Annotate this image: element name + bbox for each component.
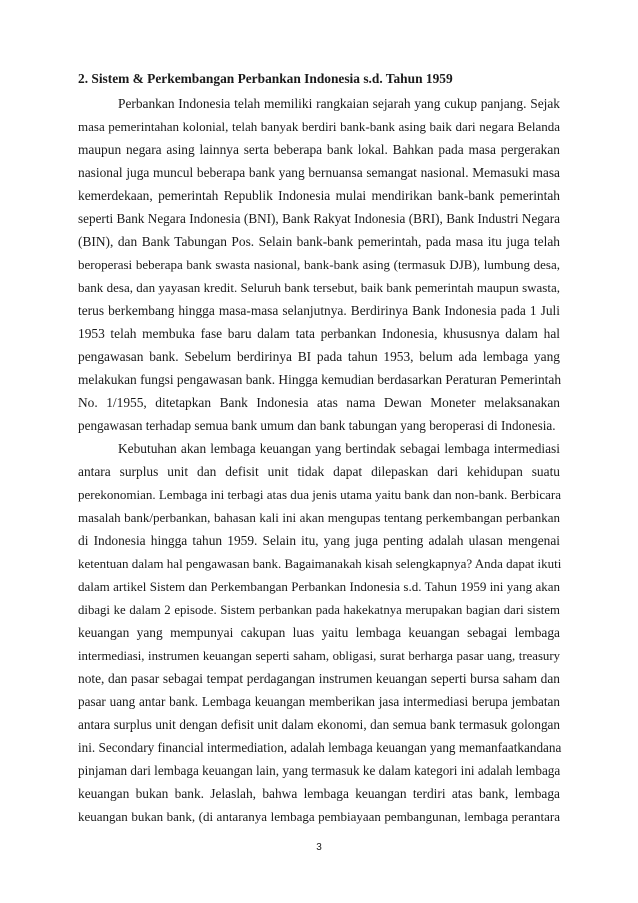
- paragraph-line: (BIN), dan Bank Tabungan Pos. Selain bank-bank pemerintah, pada masa itu juga telah: [78, 234, 560, 249]
- paragraph-line: dalam artikel Sistem dan Perkembangan Perbankan Indonesia s.d. Tahun 1959 ini yang akan: [78, 579, 560, 594]
- paragraph-line: ketentuan dalam hal pengawasan bank. Bagaimanakah kisah selengkapnya? Anda dapat ikuti: [78, 556, 562, 571]
- paragraph-line: perekonomian. Lembaga ini terbagi atas dua jenis utama yaitu bank dan non-bank. Berbicara: [78, 487, 561, 502]
- paragraph-line: intermediasi, instrumen keuangan seperti saham, obligasi, surat berharga pasar uang, treasury: [78, 649, 560, 663]
- paragraph-line: antara surplus unit dan defisit unit tidak dapat dilepaskan dari kehidupan suatu: [78, 464, 560, 479]
- paragraph-line: ini. Secondary financial intermediation, adalah lembaga keuangan yang memanfaatkandana: [78, 740, 562, 755]
- paragraph-line: keuangan bukan bank, (di antaranya lembaga pembiayaan pembangunan, lembaga perantara: [78, 809, 560, 824]
- paragraph-line: antara surplus unit dengan defisit unit dalam ekonomi, dan semua bank termasuk golongan: [78, 717, 560, 732]
- section-heading: 2. Sistem & Perkembangan Perbankan Indonesia s.d. Tahun 1959: [78, 71, 453, 86]
- paragraph-line: pengawasan terhadap semua bank umum dan bank tabungan yang beroperasi di Indonesia.: [78, 418, 556, 433]
- paragraph-line: 1953 telah membuka fase baru dalam tata perbankan Indonesia, khususnya dalam hal: [78, 326, 560, 341]
- page-number: 3: [316, 842, 322, 853]
- paragraph-line: melakukan fungsi pengawasan bank. Hingga kemudian berdasarkan Peraturan Pemerintah: [78, 372, 562, 387]
- paragraph-line: note, dan pasar sebagai tempat perdagangan instrumen keuangan seperti bursa saham dan: [78, 671, 560, 686]
- paragraph-line: nasional juga muncul beberapa bank yang bernuansa semangat nasional. Memasuki masa: [78, 165, 560, 180]
- paragraph-line: bank desa, dan yayasan kredit. Seluruh bank tersebut, baik bank pemerintah maupun swasta,: [78, 280, 560, 295]
- paragraph-line: beroperasi beberapa bank swasta nasional, bank-bank asing (termasuk DJB), lumbung desa,: [78, 257, 560, 272]
- paragraph-line: terus berkembang hingga masa-masa selanjutnya. Berdirinya Bank Indonesia pada 1 Juli: [78, 303, 560, 318]
- paragraph-line: pengawasan bank. Sebelum berdirinya BI pada tahun 1953, belum ada lembaga yang: [78, 349, 560, 364]
- paragraph-line: pinjaman dari lembaga keuangan lain, yang termasuk ke dalam kategori ini adalah lembaga: [78, 763, 561, 778]
- paragraph-line: maupun negara asing lainnya serta beberapa bank lokal. Bahkan pada masa pergerakan: [78, 142, 560, 157]
- paragraph-line: di Indonesia hingga tahun 1959. Selain itu, yang juga penting adalah ulasan mengenai: [78, 533, 560, 548]
- paragraph-line: Perbankan Indonesia telah memiliki rangkaian sejarah yang cukup panjang. Sejak: [118, 96, 560, 111]
- paragraph-line: seperti Bank Negara Indonesia (BNI), Bank Rakyat Indonesia (BRI), Bank Industri Negara: [78, 211, 560, 226]
- paragraph-line: masa pemerintahan kolonial, telah banyak berdiri bank-bank asing baik dari negara Belanda: [78, 119, 560, 134]
- paragraph-line: keuangan bukan bank. Jelaslah, bahwa lembaga keuangan terdiri atas bank, lembaga: [78, 786, 560, 801]
- paragraph-line: keuangan yang mempunyai cakupan luas yaitu lembaga keuangan sebagai lembaga: [78, 625, 560, 640]
- paragraph-line: masalah bank/perbankan, bahasan kali ini akan mengupas tentang perkembangan perbankan: [78, 510, 560, 525]
- paragraph-line: kemerdekaan, pemerintah Republik Indonesia mulai mendirikan bank-bank pemerintah: [78, 188, 560, 203]
- paragraph-line: Kebutuhan akan lembaga keuangan yang bertindak sebagai lembaga intermediasi: [118, 441, 560, 456]
- paragraph-line: No. 1/1955, ditetapkan Bank Indonesia atas nama Dewan Moneter melaksanakan: [78, 395, 560, 410]
- paragraph-line: dibagi ke dalam 2 episode. Sistem perbankan pada hakekatnya merupakan bagian dari sistem: [78, 603, 560, 617]
- paragraph-line: pasar uang antar bank. Lembaga keuangan memberikan jasa intermediasi berupa jembatan: [78, 694, 560, 709]
